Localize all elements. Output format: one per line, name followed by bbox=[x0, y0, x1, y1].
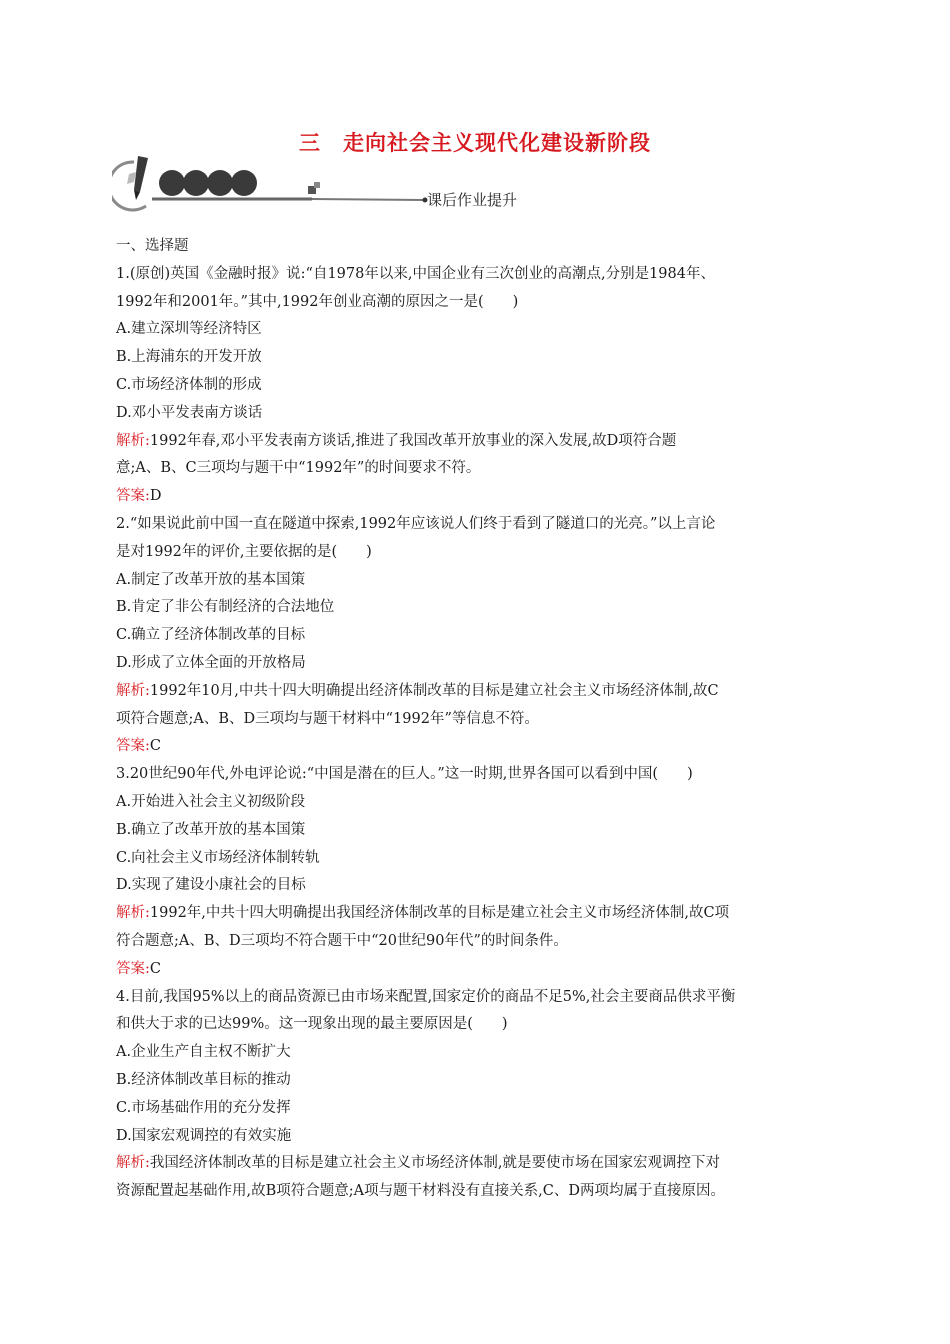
option-b: B.肯定了非公有制经济的合法地位 bbox=[116, 599, 335, 616]
analysis-label: 解析: bbox=[116, 682, 150, 699]
analysis-text: 资源配置起基础作用,故B项符合题意;A项与题干材料没有直接关系,C、D两项均属于直接原因。 bbox=[116, 1183, 725, 1200]
analysis bbox=[116, 428, 836, 456]
answer-value: C bbox=[149, 960, 161, 977]
option-d: D.邓小平发表南方谈话 bbox=[116, 404, 263, 421]
section-heading: 一、选择题 bbox=[116, 238, 189, 254]
question-stem: 和供大于求的已达99%。这一现象出现的最主要原因是( ) bbox=[116, 1016, 508, 1033]
small-squares-icon bbox=[308, 182, 320, 194]
analysis-text: 项符合题意;A、B、D三项均与题干材料中“1992年”等信息不符。 bbox=[116, 710, 539, 727]
pen-brush-icon bbox=[112, 156, 148, 210]
answer bbox=[116, 483, 836, 511]
analysis-label: 解析: bbox=[116, 432, 150, 449]
answer-label: 答案: bbox=[116, 960, 150, 977]
question-stem: 4.目前,我国95%以上的商品资源已由市场来配置,国家定价的商品不足5%,社会主要商品供求平衡 bbox=[116, 988, 736, 1005]
option-c: C.向社会主义市场经济体制转轨 bbox=[116, 849, 320, 866]
question-stem: 是对1992年的评价,主要依据的是( ) bbox=[116, 543, 372, 560]
question-stem: 1992年和2001年。”其中,1992年创业高潮的原因之一是( ) bbox=[116, 293, 519, 310]
analysis-text: 1992年10月,中共十四大明确提出经济体制改革的目标是建立社会主义市场经济体制,故C bbox=[149, 682, 719, 699]
answer-label: 答案: bbox=[116, 738, 150, 755]
option-b: B.上海浦东的开发开放 bbox=[116, 349, 262, 366]
analysis bbox=[116, 1150, 836, 1178]
analysis-label: 解析: bbox=[116, 1155, 150, 1172]
analysis bbox=[116, 900, 836, 928]
banner-label: 课后作业提升 bbox=[427, 191, 518, 209]
option-b: B.经济体制改革目标的推动 bbox=[116, 1071, 291, 1088]
answer-value: C bbox=[149, 738, 161, 755]
analysis-text: 意;A、B、C三项均与题干中“1992年”的时间要求不符。 bbox=[116, 460, 481, 477]
analysis bbox=[116, 678, 836, 706]
page-title: 三 走向社会主义现代化建设新阶段 bbox=[299, 131, 651, 155]
analysis-text: 我国经济体制改革的目标是建立社会主义市场经济体制,就是要使市场在国家宏观调控下对 bbox=[149, 1155, 720, 1172]
option-b: B.确立了改革开放的基本国策 bbox=[116, 821, 306, 838]
analysis-label: 解析: bbox=[116, 905, 150, 922]
answer bbox=[116, 956, 836, 984]
question-1 bbox=[116, 261, 836, 511]
option-a: A.开始进入社会主义初级阶段 bbox=[116, 793, 306, 810]
answer-value: D bbox=[149, 488, 162, 505]
question-list bbox=[116, 233, 836, 1206]
option-d: D.国家宏观调控的有效实施 bbox=[116, 1127, 292, 1144]
analysis-text: 1992年,中共十四大明确提出我国经济体制改革的目标是建立社会主义市场经济体制,故C项 bbox=[149, 905, 730, 922]
analysis-text: 1992年春,邓小平发表南方谈话,推进了我国改革开放事业的深入发展,故D项符合题 bbox=[149, 432, 677, 449]
question-3 bbox=[116, 761, 836, 983]
decorative-dots bbox=[159, 170, 257, 196]
option-a: A.企业生产自主权不断扩大 bbox=[116, 1044, 291, 1061]
question-stem: 3.20世纪90年代,外电评论说:“中国是潜在的巨人。”这一时期,世界各国可以看到中国( ) bbox=[116, 766, 693, 783]
option-c: C.确立了经济体制改革的目标 bbox=[116, 627, 306, 644]
answer-label: 答案: bbox=[116, 488, 150, 505]
option-d: D.实现了建设小康社会的目标 bbox=[116, 877, 306, 894]
question-stem: 1.(原创)英国《金融时报》说:“自1978年以来,中国企业有三次创业的高潮点,分别是1984年、 bbox=[116, 265, 715, 282]
question-stem: 2.“如果说此前中国一直在隧道中探索,1992年应该说人们终于看到了隧道口的光亮。”以上言论 bbox=[116, 515, 716, 532]
answer bbox=[116, 733, 836, 761]
analysis-text: 符合题意;A、B、D三项均不符合题干中“20世纪90年代”的时间条件。 bbox=[116, 932, 568, 949]
question-2 bbox=[116, 511, 836, 761]
option-d: D.形成了立体全面的开放格局 bbox=[116, 654, 306, 671]
option-c: C.市场基础作用的充分发挥 bbox=[116, 1099, 291, 1116]
question-4 bbox=[116, 984, 836, 1206]
option-a: A.制定了改革开放的基本国策 bbox=[116, 571, 306, 588]
option-a: A.建立深圳等经济特区 bbox=[116, 321, 262, 338]
option-c: C.市场经济体制的形成 bbox=[116, 376, 262, 393]
